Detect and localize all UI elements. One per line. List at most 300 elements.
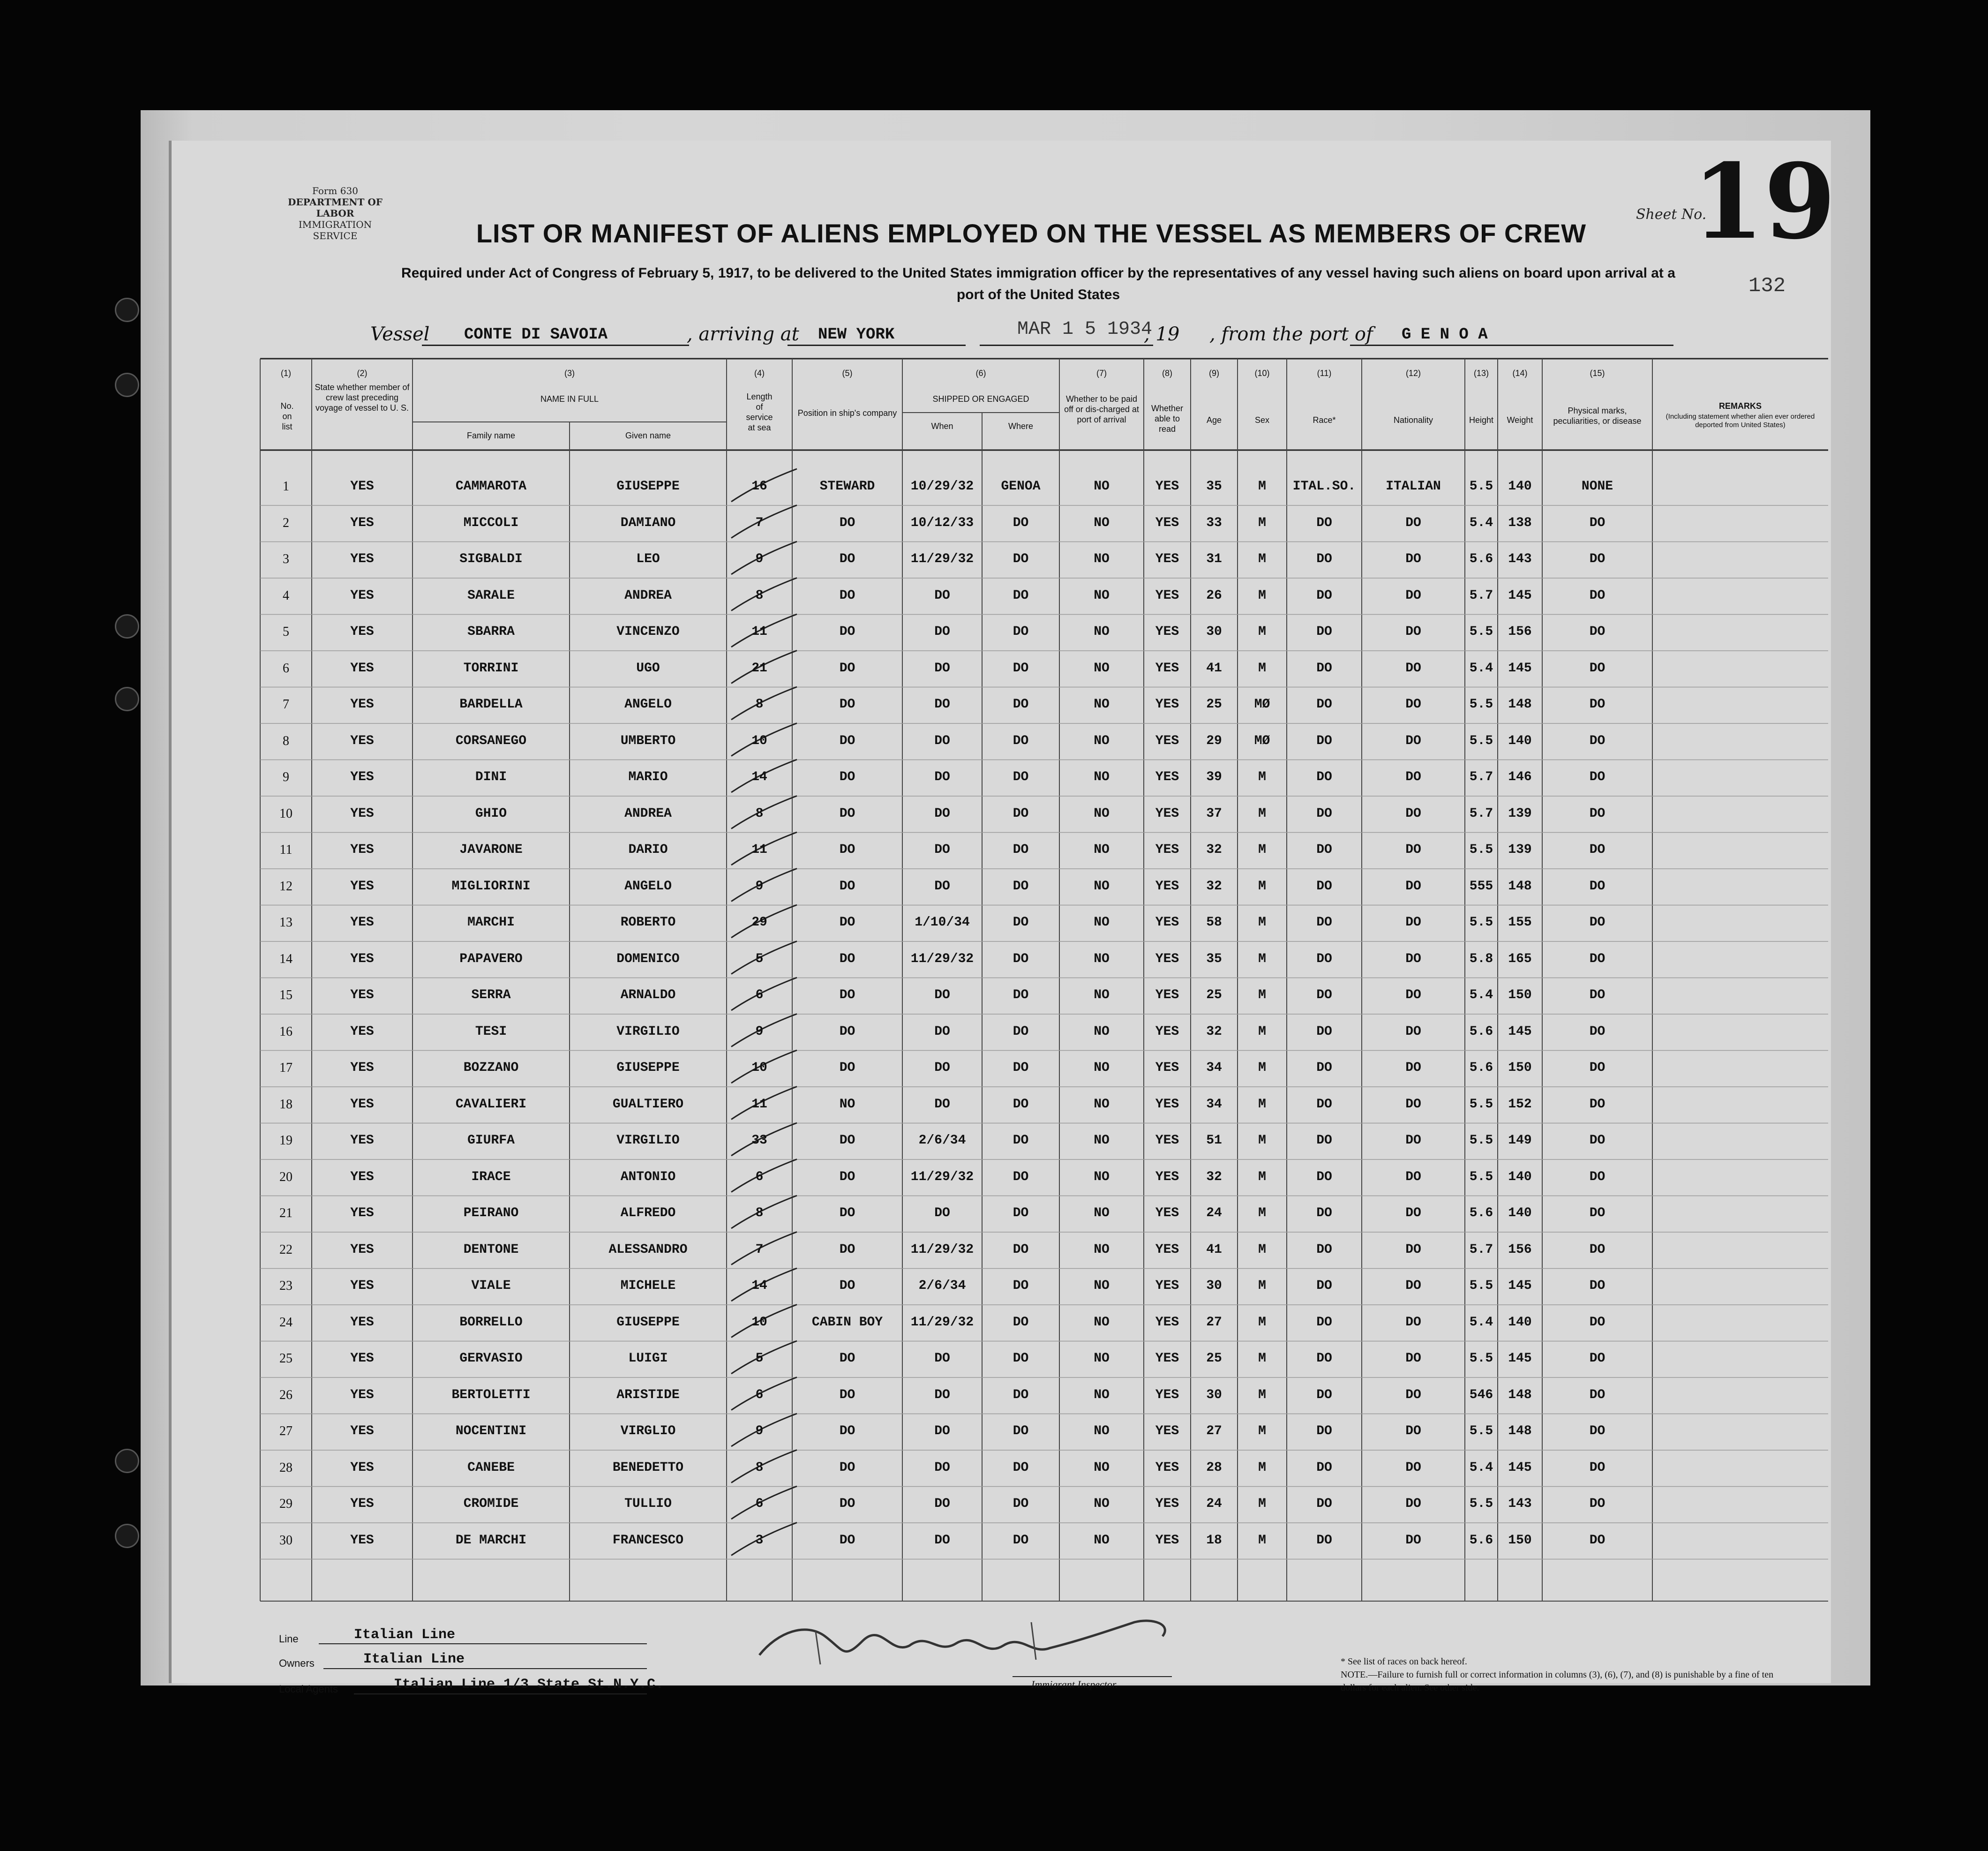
cell-prior: YES — [350, 1497, 374, 1511]
cell-family: TESI — [475, 1024, 507, 1039]
cell-read: YES — [1155, 1279, 1179, 1293]
cell-no: 27 — [279, 1424, 293, 1438]
cell-prior: YES — [350, 1279, 374, 1293]
cell-read: YES — [1155, 1533, 1179, 1548]
cell-where: DO — [1013, 1351, 1029, 1366]
cell-paid: NO — [1094, 1351, 1110, 1366]
cell-age: 24 — [1206, 1206, 1222, 1220]
cell-sex: MØ — [1254, 697, 1270, 712]
cell-service: 3 — [755, 1533, 764, 1548]
inspector-label: Immigrant Inspector. — [1031, 1678, 1118, 1690]
col-header-weight: Weight — [1507, 415, 1533, 425]
cell-when: 11/29/32 — [910, 1315, 974, 1330]
cell-when: DO — [934, 770, 950, 784]
cell-given: FRANCESCO — [612, 1533, 684, 1548]
col-header-given-name: Given name — [625, 431, 671, 440]
cell-where: DO — [1013, 733, 1029, 748]
cell-given: ARISTIDE — [616, 1387, 680, 1402]
race-note: * See list of races on back hereof. — [1341, 1656, 1467, 1667]
cell-prior: YES — [350, 1315, 374, 1330]
cell-nationality: DO — [1405, 625, 1421, 639]
cell-read: YES — [1155, 479, 1179, 494]
cell-race: DO — [1316, 879, 1332, 894]
cell-paid: NO — [1094, 1387, 1110, 1402]
cell-where: DO — [1013, 1533, 1029, 1548]
cell-where: DO — [1013, 1061, 1029, 1075]
col-num-5: (5) — [842, 369, 853, 378]
cell-nationality: DO — [1405, 1061, 1421, 1075]
cell-weight: 152 — [1508, 1097, 1532, 1112]
cell-family: GIURFA — [467, 1133, 515, 1148]
cell-where: DO — [1013, 1315, 1029, 1330]
cell-race: DO — [1316, 1351, 1332, 1366]
cell-nationality: DO — [1405, 1133, 1421, 1148]
cell-read: YES — [1155, 879, 1179, 894]
cell-service: 6 — [755, 988, 764, 1002]
cell-weight: 140 — [1508, 479, 1532, 494]
line-underline — [319, 1643, 647, 1644]
department-line: DEPARTMENT OF LABOR — [288, 196, 383, 219]
cell-prior: YES — [350, 1387, 374, 1402]
cell-marks: NONE — [1581, 479, 1613, 494]
cell-no: 7 — [283, 697, 289, 712]
cell-sex: M — [1258, 988, 1266, 1002]
cell-given: UGO — [636, 661, 660, 676]
cell-service: 6 — [755, 1169, 764, 1184]
cell-where: DO — [1013, 915, 1029, 930]
cell-race: DO — [1316, 1315, 1332, 1330]
cell-no: 26 — [279, 1387, 293, 1402]
cell-weight: 148 — [1508, 879, 1532, 894]
cell-service: 14 — [751, 770, 767, 784]
cell-marks: DO — [1589, 770, 1605, 784]
cell-prior: YES — [350, 951, 374, 966]
cell-sex: M — [1258, 552, 1266, 566]
cell-race: DO — [1316, 806, 1332, 821]
cell-paid: NO — [1094, 625, 1110, 639]
cell-read: YES — [1155, 1424, 1179, 1438]
cell-nationality: DO — [1405, 1460, 1421, 1475]
cell-no: 9 — [283, 770, 289, 784]
arriving-label: , arriving at — [687, 324, 799, 345]
col-header-nationality: Nationality — [1393, 415, 1433, 425]
cell-age: 34 — [1206, 1061, 1222, 1075]
cell-where: DO — [1013, 588, 1029, 603]
cell-race: DO — [1316, 1387, 1332, 1402]
cell-marks: DO — [1589, 806, 1605, 821]
cell-no: 16 — [279, 1024, 293, 1039]
cell-marks: DO — [1589, 588, 1605, 603]
cell-nationality: DO — [1405, 1497, 1421, 1511]
cell-sex: M — [1258, 1133, 1266, 1148]
cell-service: 16 — [751, 479, 767, 494]
cell-given: MICHELE — [620, 1279, 676, 1293]
cell-age: 25 — [1206, 697, 1222, 712]
col-header-sex: Sex — [1254, 415, 1270, 425]
cell-position: DO — [839, 1061, 855, 1075]
cell-read: YES — [1155, 1097, 1179, 1112]
cell-weight: 150 — [1508, 988, 1532, 1002]
cell-height: 5.5 — [1469, 479, 1493, 494]
cell-height: 5.4 — [1469, 661, 1493, 676]
cell-where: DO — [1013, 1024, 1029, 1039]
line-label: Line — [279, 1633, 299, 1645]
cell-read: YES — [1155, 552, 1179, 566]
cell-nationality: DO — [1405, 988, 1421, 1002]
col-header-position: Position in ship's company — [797, 408, 897, 418]
col-num-2: (2) — [357, 369, 368, 378]
cell-family: MIGLIORINI — [451, 879, 531, 894]
cell-paid: NO — [1094, 770, 1110, 784]
cell-sex: M — [1258, 843, 1266, 857]
cell-sex: M — [1258, 1315, 1266, 1330]
cell-position: DO — [839, 843, 855, 857]
vessel-name: CONTE DI SAVOIA — [464, 326, 608, 344]
cell-nationality: ITALIAN — [1386, 479, 1441, 494]
cell-when: 11/29/32 — [910, 1169, 974, 1184]
cell-no: 2 — [283, 515, 289, 530]
cell-given: ANDREA — [624, 588, 672, 603]
cell-where: DO — [1013, 1497, 1029, 1511]
cell-family: GERVASIO — [459, 1351, 523, 1366]
cell-paid: NO — [1094, 697, 1110, 712]
cell-read: YES — [1155, 733, 1179, 748]
col-num-11: (11) — [1317, 369, 1332, 378]
cell-position: DO — [839, 697, 855, 712]
cell-where: DO — [1013, 1460, 1029, 1475]
cell-sex: M — [1258, 515, 1266, 530]
cell-height: 5.6 — [1469, 1024, 1493, 1039]
cell-when: DO — [934, 1387, 950, 1402]
cell-paid: NO — [1094, 1024, 1110, 1039]
cell-no: 19 — [279, 1133, 293, 1148]
cell-age: 29 — [1206, 733, 1222, 748]
cell-family: CORSANEGO — [455, 733, 527, 748]
cell-weight: 155 — [1508, 915, 1532, 930]
cell-prior: YES — [350, 988, 374, 1002]
cell-race: DO — [1316, 1024, 1332, 1039]
cell-where: DO — [1013, 1279, 1029, 1293]
cell-no: 15 — [279, 988, 293, 1002]
year-label: , 19 — [1144, 324, 1180, 345]
cell-service: 10 — [751, 1061, 767, 1075]
cell-age: 51 — [1206, 1133, 1222, 1148]
cell-nationality: DO — [1405, 733, 1421, 748]
cell-position: CABIN BOY — [811, 1315, 883, 1330]
cell-when: DO — [934, 661, 950, 676]
cell-position: DO — [839, 1133, 855, 1148]
cell-prior: YES — [350, 1169, 374, 1184]
cell-service: 14 — [751, 1279, 767, 1293]
cell-marks: DO — [1589, 1315, 1605, 1330]
cell-family: MICCOLI — [463, 515, 519, 530]
cell-weight: 140 — [1508, 1206, 1532, 1220]
cell-read: YES — [1155, 697, 1179, 712]
cell-no: 28 — [279, 1460, 293, 1475]
cell-given: DARIO — [628, 843, 668, 857]
subtitle-line: Required under Act of Congress of February 5, 1917, to be delivered to the United States immigration officer by the representatives of any vessel having such aliens on board upon arrival at a — [401, 265, 1675, 281]
cell-read: YES — [1155, 1460, 1179, 1475]
cell-sex: MØ — [1254, 733, 1270, 748]
cell-race: DO — [1316, 1424, 1332, 1438]
cell-given: BENEDETTO — [612, 1460, 684, 1475]
cell-paid: NO — [1094, 552, 1110, 566]
col-header-service: Length of service at sea — [746, 392, 773, 432]
cell-where: DO — [1013, 879, 1029, 894]
subtitle-line: port of the United States — [956, 287, 1120, 302]
cell-when: 1/10/34 — [915, 915, 970, 930]
cell-when: DO — [934, 1497, 950, 1511]
cell-height: 5.4 — [1469, 988, 1493, 1002]
col-num-6: (6) — [975, 369, 986, 378]
cell-sex: M — [1258, 770, 1266, 784]
cell-read: YES — [1155, 1024, 1179, 1039]
cell-sex: M — [1258, 1169, 1266, 1184]
cell-position: DO — [839, 1242, 855, 1257]
cell-marks: DO — [1589, 1097, 1605, 1112]
cell-service: 6 — [755, 1497, 764, 1511]
cell-race: DO — [1316, 552, 1332, 566]
cell-weight: 138 — [1508, 515, 1532, 530]
col-header-age: Age — [1206, 415, 1222, 425]
cell-height: 5.5 — [1469, 733, 1493, 748]
cell-weight: 143 — [1508, 1497, 1532, 1511]
cell-age: 31 — [1206, 552, 1222, 566]
cell-age: 30 — [1206, 1279, 1222, 1293]
cell-sex: M — [1258, 1460, 1266, 1475]
cell-no: 17 — [279, 1061, 293, 1075]
cell-where: DO — [1013, 770, 1029, 784]
cell-marks: DO — [1589, 951, 1605, 966]
cell-race: DO — [1316, 951, 1332, 966]
cell-read: YES — [1155, 1169, 1179, 1184]
cell-height: 5.5 — [1469, 625, 1493, 639]
cell-prior: YES — [350, 588, 374, 603]
cell-given: TULLIO — [624, 1497, 672, 1511]
cell-age: 41 — [1206, 1242, 1222, 1257]
cell-read: YES — [1155, 1133, 1179, 1148]
cell-no: 24 — [279, 1315, 293, 1330]
cell-read: YES — [1155, 915, 1179, 930]
cell-paid: NO — [1094, 588, 1110, 603]
cell-sex: M — [1258, 1279, 1266, 1293]
cell-service: 11 — [751, 625, 767, 639]
cell-age: 35 — [1206, 951, 1222, 966]
cell-prior: YES — [350, 697, 374, 712]
cell-weight: 145 — [1508, 588, 1532, 603]
cell-age: 32 — [1206, 879, 1222, 894]
cell-age: 37 — [1206, 806, 1222, 821]
cell-height: 555 — [1469, 879, 1493, 894]
cell-where: DO — [1013, 1387, 1029, 1402]
cell-no: 1 — [283, 479, 289, 494]
cell-height: 5.6 — [1469, 552, 1493, 566]
cell-no: 30 — [279, 1533, 293, 1548]
cell-position: DO — [839, 806, 855, 821]
cell-no: 5 — [283, 625, 289, 639]
cell-race: DO — [1316, 1533, 1332, 1548]
cell-no: 22 — [279, 1242, 293, 1257]
cell-family: IRACE — [471, 1169, 511, 1184]
cell-prior: YES — [350, 1533, 374, 1548]
cell-no: 23 — [279, 1279, 293, 1293]
cell-height: 5.6 — [1469, 1206, 1493, 1220]
cell-race: DO — [1316, 770, 1332, 784]
cell-nationality: DO — [1405, 951, 1421, 966]
cell-service: 33 — [751, 1133, 767, 1148]
cell-age: 35 — [1206, 479, 1222, 494]
cell-where: DO — [1013, 697, 1029, 712]
cell-position: DO — [839, 1351, 855, 1366]
cell-race: DO — [1316, 988, 1332, 1002]
cell-nationality: DO — [1405, 661, 1421, 676]
cell-when: DO — [934, 806, 950, 821]
cell-weight: 145 — [1508, 1351, 1532, 1366]
cell-service: 10 — [751, 733, 767, 748]
cell-position: DO — [839, 1206, 855, 1220]
cell-height: 5.8 — [1469, 951, 1493, 966]
cell-prior: YES — [350, 1097, 374, 1112]
cell-no: 12 — [279, 879, 293, 894]
cell-when: DO — [934, 1424, 950, 1438]
vessel-label: Vessel — [370, 324, 430, 345]
owners-value: Italian Line — [363, 1651, 465, 1667]
cell-race: DO — [1316, 1169, 1332, 1184]
sheet-label: Sheet No. — [1636, 206, 1707, 223]
cell-read: YES — [1155, 988, 1179, 1002]
cell-height: 5.5 — [1469, 1351, 1493, 1366]
cell-marks: DO — [1589, 733, 1605, 748]
cell-nationality: DO — [1405, 1242, 1421, 1257]
cell-nationality: DO — [1405, 879, 1421, 894]
col-header-remarks: REMARKS — [1718, 401, 1762, 411]
cell-where: DO — [1013, 1133, 1029, 1148]
cell-position: DO — [839, 1497, 855, 1511]
cell-paid: NO — [1094, 1242, 1110, 1257]
cell-paid: NO — [1094, 1533, 1110, 1548]
cell-marks: DO — [1589, 1533, 1605, 1548]
cell-read: YES — [1155, 770, 1179, 784]
cell-nationality: DO — [1405, 1169, 1421, 1184]
cell-age: 24 — [1206, 1497, 1222, 1511]
cell-service: 11 — [751, 1097, 767, 1112]
cell-marks: DO — [1589, 1169, 1605, 1184]
cell-read: YES — [1155, 843, 1179, 857]
cell-family: SERRA — [471, 988, 511, 1002]
cell-prior: YES — [350, 843, 374, 857]
cell-weight: 150 — [1508, 1061, 1532, 1075]
cell-nationality: DO — [1405, 697, 1421, 712]
cell-race: DO — [1316, 661, 1332, 676]
cell-position: DO — [839, 1169, 855, 1184]
cell-no: 29 — [279, 1497, 293, 1511]
cell-read: YES — [1155, 515, 1179, 530]
cell-family: VIALE — [471, 1279, 511, 1293]
cell-height: 5.7 — [1469, 588, 1493, 603]
cell-weight: 139 — [1508, 843, 1532, 857]
cell-when: DO — [934, 1097, 950, 1112]
cell-prior: YES — [350, 1206, 374, 1220]
cell-given: VINCENZO — [616, 625, 680, 639]
cell-marks: DO — [1589, 1351, 1605, 1366]
cell-prior: YES — [350, 770, 374, 784]
cell-paid: NO — [1094, 1061, 1110, 1075]
cell-sex: M — [1258, 588, 1266, 603]
cell-where: DO — [1013, 1169, 1029, 1184]
col-num-10: (10) — [1254, 369, 1270, 378]
cell-service: 9 — [755, 552, 764, 566]
cell-prior: YES — [350, 1242, 374, 1257]
cell-age: 34 — [1206, 1097, 1222, 1112]
col-num-3: (3) — [564, 369, 575, 378]
cell-marks: DO — [1589, 552, 1605, 566]
cell-when: DO — [934, 1024, 950, 1039]
cell-given: LEO — [636, 552, 660, 566]
cell-no: 6 — [283, 661, 289, 676]
cell-when: DO — [934, 733, 950, 748]
cell-where: DO — [1013, 1206, 1029, 1220]
cell-given: ANDREA — [624, 806, 672, 821]
cell-height: 5.5 — [1469, 1133, 1493, 1148]
cell-no: 14 — [279, 951, 293, 966]
col-header-paid-off: Whether to be paid off or dis-charged at port of arrival — [1064, 394, 1139, 424]
cell-prior: YES — [350, 1351, 374, 1366]
cell-when: 11/29/32 — [910, 552, 974, 566]
cell-when: DO — [934, 625, 950, 639]
cell-when: DO — [934, 588, 950, 603]
cell-weight: 149 — [1508, 1133, 1532, 1148]
cell-weight: 150 — [1508, 1533, 1532, 1548]
cell-no: 13 — [279, 915, 293, 930]
cell-when: DO — [934, 697, 950, 712]
cell-nationality: DO — [1405, 1279, 1421, 1293]
cell-race: DO — [1316, 1242, 1332, 1257]
penalty-note: NOTE.—Failure to furnish full or correct information in columns (3), (6), (7), and (8) is punishable by a fine of ten dollars for each alien. See other side. — [1341, 1670, 1774, 1693]
cell-marks: DO — [1589, 625, 1605, 639]
cell-no: 11 — [279, 843, 293, 857]
cell-position: DO — [839, 733, 855, 748]
cell-sex: M — [1258, 951, 1266, 966]
cell-given: MARIO — [628, 770, 668, 784]
cell-where: DO — [1013, 806, 1029, 821]
cell-given: VIRGLIO — [620, 1424, 676, 1438]
cell-given: UMBERTO — [620, 733, 676, 748]
cell-when: 2/6/34 — [918, 1133, 966, 1148]
col-header-race: Race* — [1313, 415, 1336, 425]
cell-position: DO — [839, 552, 855, 566]
cell-where: DO — [1013, 1424, 1029, 1438]
cell-sex: M — [1258, 625, 1266, 639]
sheet-number: 19 — [1692, 141, 1836, 262]
cell-when: DO — [934, 1351, 950, 1366]
cell-when: 11/29/32 — [910, 951, 974, 966]
line-value: Italian Line — [354, 1627, 456, 1643]
cell-no: 10 — [279, 806, 293, 821]
cell-position: DO — [839, 1460, 855, 1475]
cell-sex: M — [1258, 1206, 1266, 1220]
cell-prior: YES — [350, 552, 374, 566]
cell-family: CAVALIERI — [455, 1097, 527, 1112]
cell-service: 9 — [755, 1424, 764, 1438]
arrival-date-stamp: MAR 1 5 1934 — [1017, 319, 1153, 340]
cell-read: YES — [1155, 661, 1179, 676]
form-line: Form 630 — [312, 185, 358, 196]
cell-marks: DO — [1589, 879, 1605, 894]
cell-service: 6 — [755, 1387, 764, 1402]
cell-position: DO — [839, 879, 855, 894]
cell-paid: NO — [1094, 879, 1110, 894]
cell-given: ANTONIO — [620, 1169, 676, 1184]
